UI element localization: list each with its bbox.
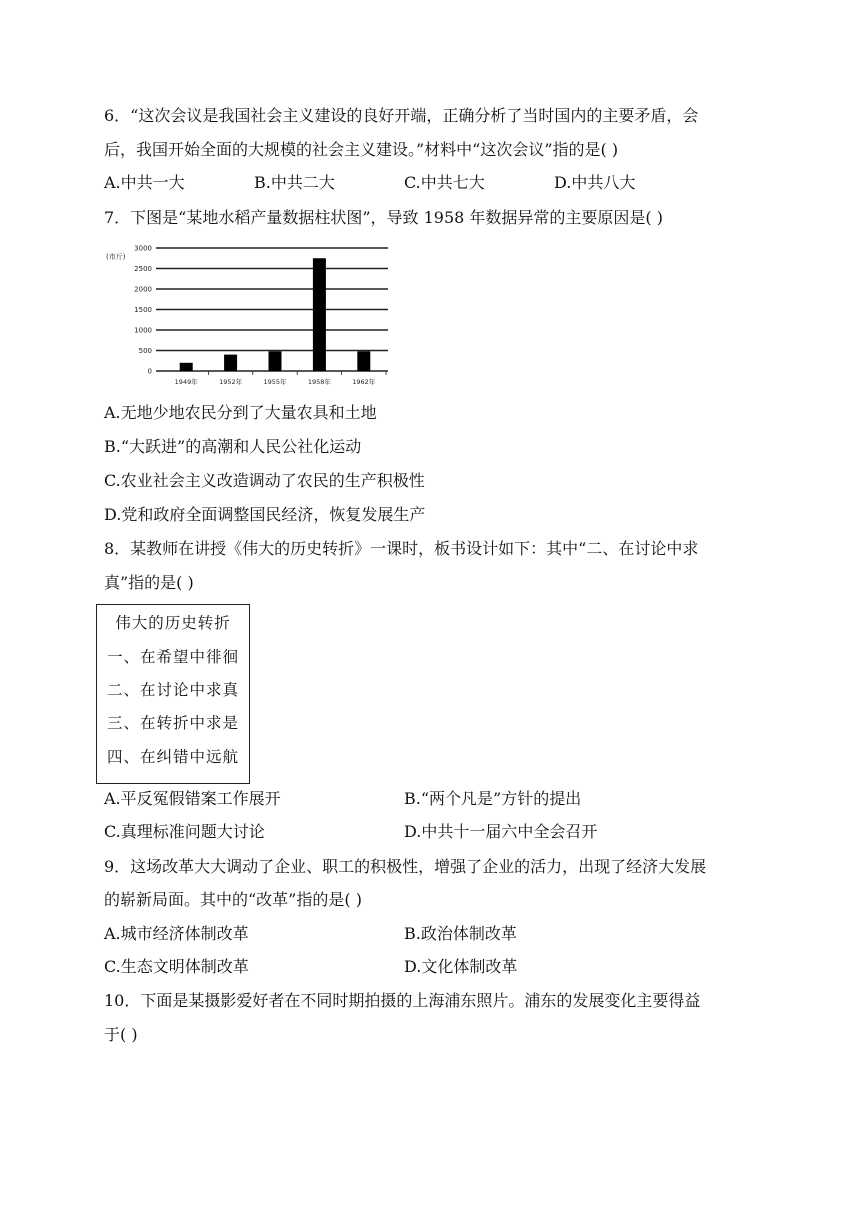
bar [357, 351, 370, 371]
q8-stem-line2: 真”指的是( ) [104, 573, 194, 592]
q7-option-d: D.党和政府全面调整国民经济，恢复发展生产 [104, 505, 426, 524]
rice-yield-bar-chart [104, 238, 394, 390]
q9-stem-line1: 9．这场改革大大调动了企业、职工的积极性，增强了企业的活力，出现了经济大发展 [104, 857, 707, 876]
y-tick-label: 2500 [134, 265, 152, 273]
chart-y-label: (市斤) [106, 253, 126, 261]
x-tick-label: 1952年 [219, 378, 243, 386]
board-title: 伟大的历史转折 [115, 614, 231, 632]
chart-bars [180, 258, 371, 371]
q6-option-d: D.中共八大 [554, 173, 636, 192]
x-tick-label: 1958年 [307, 378, 331, 386]
x-tick-label: 1949年 [174, 378, 198, 386]
x-tick-label: 1962年 [352, 378, 376, 386]
board-line-3: 三、在转折中求是 [106, 714, 239, 732]
y-tick-label: 3000 [134, 244, 152, 253]
bar [180, 363, 193, 371]
q10-stem-line2: 于( ) [104, 1025, 138, 1044]
q6-option-a: A.中共一大 [104, 173, 185, 192]
bar [269, 351, 282, 371]
board-line-1: 一、在希望中徘徊 [106, 648, 239, 666]
q6-stem-line2: 后，我国开始全面的大规模的社会主义建设。”材料中“这次会议”指的是( ) [104, 140, 619, 159]
q10-stem-line1: 10．下面是某摄影爱好者在不同时期拍摄的上海浦东照片。浦东的发展变化主要得益 [104, 991, 701, 1010]
bar [313, 258, 326, 371]
q7-option-c: C.农业社会主义改造调动了农民的生产积极性 [104, 471, 425, 490]
y-tick-label: 1000 [134, 326, 152, 335]
q9-stem-line2: 的崭新局面。其中的“改革”指的是( ) [104, 890, 362, 909]
q7-option-b: B.“大跃进”的高潮和人民公社化运动 [104, 437, 362, 456]
q8-option-a: A.平反冤假错案工作展开 [104, 789, 281, 808]
board-line-4: 四、在纠错中远航 [106, 748, 239, 766]
bar [224, 355, 237, 371]
y-tick-label: 0 [147, 367, 152, 376]
board-line-2: 二、在讨论中求真 [106, 681, 239, 699]
blackboard-design-box [96, 604, 250, 784]
x-tick-label: 1955年 [263, 378, 287, 386]
chart-y-ticks [134, 245, 152, 376]
q8-option-c: C.真理标准问题大讨论 [104, 822, 265, 841]
y-tick-label: 1500 [134, 306, 152, 314]
q8-option-d: D.中共十一届六中全会召开 [404, 822, 598, 841]
q6-stem-line1: 6．“这次会议是我国社会主义建设的良好开端，正确分析了当时国内的主要矛盾，会 [104, 106, 699, 125]
q7-option-a: A.无地少地农民分到了大量农具和土地 [104, 403, 377, 422]
y-tick-label: 2000 [134, 285, 152, 294]
q9-option-b: B.政治体制改革 [404, 924, 517, 943]
q8-option-b: B.“两个凡是”方针的提出 [404, 789, 582, 808]
q9-option-d: D.文化体制改革 [404, 957, 518, 976]
chart-x-ticks [175, 371, 386, 386]
q6-option-b: B.中共二大 [254, 173, 335, 192]
q7-stem: 7．下图是“某地水稻产量数据柱状图”，导致 1958 年数据异常的主要原因是( ) [104, 208, 664, 227]
q9-option-a: A.城市经济体制改革 [104, 924, 249, 943]
q6-option-c: C.中共七大 [404, 173, 485, 192]
q9-option-c: C.生态文明体制改革 [104, 957, 249, 976]
y-tick-label: 500 [138, 347, 152, 355]
q8-stem-line1: 8．某教师在讲授《伟大的历史转折》一课时，板书设计如下：其中“二、在讨论中求 [104, 539, 699, 558]
